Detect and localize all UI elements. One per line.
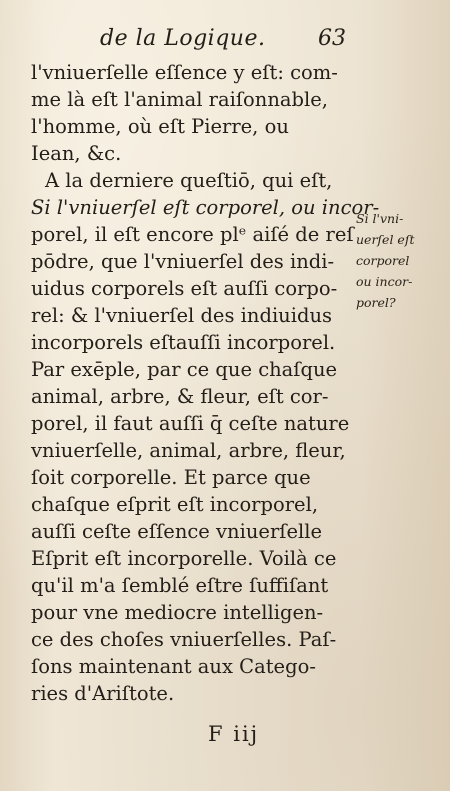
- text-line: Eſprit eſt incorporelle. Voilà ce: [31, 547, 337, 570]
- text-line: Si l'vniuerſel eſt corporel, ou incor-: [31, 196, 380, 219]
- margin-note-line: corporel: [356, 253, 410, 268]
- margin-note-line: porel?: [356, 295, 396, 310]
- text-line: uidus corporels eſt auſſi corpo-: [31, 277, 338, 300]
- text-line: Par exēple, par ce que chaſque: [31, 358, 338, 381]
- text-line: l'vniuerſelle eſſence y eſt: com-: [31, 61, 338, 84]
- text-line: l'homme, où eſt Pierre, ou: [31, 115, 289, 138]
- margin-note-line: Si l'vni-: [356, 211, 404, 226]
- text-line: animal, arbre, & fleur, eſt cor-: [31, 385, 329, 408]
- text-line: auſſi ceſte eſſence vniuerſelle: [31, 520, 323, 543]
- running-head-title: de la Logique.: [100, 26, 266, 51]
- text-line: vniuerſelle, animal, arbre, fleur,: [31, 439, 346, 462]
- text-line: qu'il m'a ſemblé eſtre ſuffiſant: [31, 574, 329, 597]
- signature-mark: F iij: [208, 722, 260, 746]
- text-line: pōdre, que l'vniuerſel des indi-: [31, 250, 335, 273]
- text-line: ſons maintenant aux Catego-: [31, 655, 316, 678]
- text-line: A la derniere queſtiō, qui eſt,: [45, 169, 333, 192]
- text-line: ce des choſes vniuerſelles. Paſ-: [31, 628, 337, 651]
- text-line: me là eſt l'animal raiſonnable,: [31, 88, 328, 111]
- text-line: porel, il faut auſſi q̄ ceſte nature: [31, 412, 350, 435]
- text-line: Iean, &c.: [31, 142, 122, 165]
- text-line: chaſque eſprit eſt incorporel,: [31, 493, 319, 516]
- margin-note-line: uerſel eſt: [356, 232, 415, 247]
- page-number: 63: [318, 26, 346, 51]
- margin-note: [356, 208, 436, 313]
- text-line: porel, il eſt encore plᵉ aiſé de reſ: [31, 223, 354, 246]
- text-line: incorporels eſtauſſi incorporel.: [31, 331, 336, 354]
- margin-note-line: ou incor-: [356, 274, 413, 289]
- running-head: [0, 26, 450, 56]
- text-line: ries d'Ariſtote.: [31, 682, 175, 705]
- text-line: ſoit corporelle. Et parce que: [31, 466, 311, 489]
- text-line: pour vne mediocre intelligen-: [31, 601, 324, 624]
- text-line: rel: & l'vniuerſel des indiuidus: [31, 304, 333, 327]
- main-text: [31, 59, 380, 707]
